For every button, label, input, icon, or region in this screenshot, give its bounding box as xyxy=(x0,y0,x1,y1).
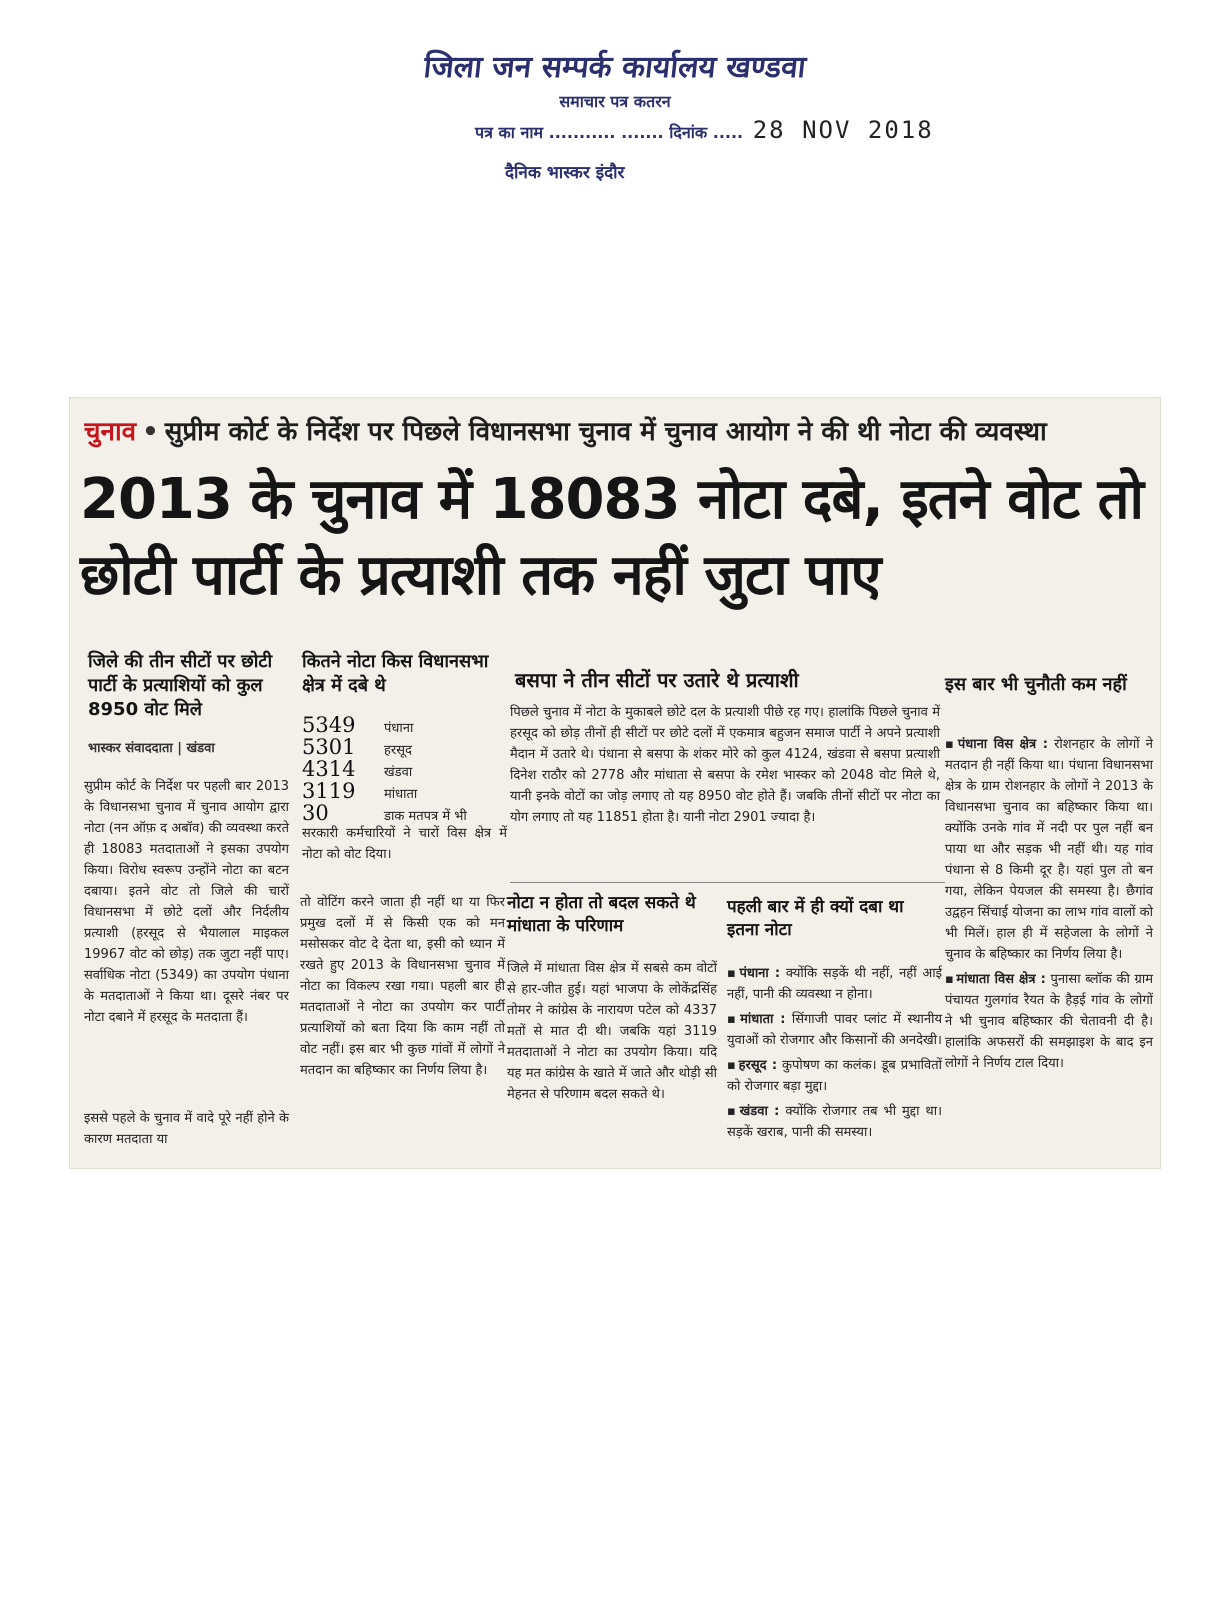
col4-bullets xyxy=(945,734,1153,1078)
col3-body: पिछले चुनाव में नोटा के मुकाबले छोटे दल के प्रत्याशी पीछे रह गए। हालांकि पिछले चुनाव में हरसूद को छोड़ तीनों ही सीटों पर छोटे दलों में एकमात्र बहुजन समाज पार्टी ने अपने प्रत्याशी मैदान में उतारे थे। पंधाना से बसपा के शंकर मोरे को कुल 4124, खंडवा से बसपा प्रत्याशी दिनेश राठौर को 2778 और मांधाता से बसपा के रमेश भास्कर को 2048 वोट मिले थे, यानी इनके वोटों का जोड़ लगाए तो यह 8950 वोट होते हैं। जबकि तीनों सीटों पर नोटा का योग लगाए तो यह 11851 होता है। यानी नोटा 2901 ज्यादा है। xyxy=(510,705,940,825)
kicker-bullet: • xyxy=(142,417,159,447)
kicker-line xyxy=(84,412,1154,448)
nota-value: 30 xyxy=(302,801,329,825)
col3b-heading: पहली बार में ही क्यों दबा था इतना नोटा xyxy=(727,897,904,940)
list-item: ▪ हरसूद : कुपोषण का कलंक। डूब प्रभावितों को रोजगार बड़ा मुद्दा। xyxy=(727,1058,943,1094)
col2-body: तो वोटिंग करने जाता ही नहीं था या फिर प्रमुख दलों में से किसी एक को मन मसोसकर वोट दे देता था, इसी को ध्यान में रखते हुए 2013 के विधानसभा चुनाव में नोटा का विकल्प रखा गया। पहली बार ही मतदाताओं ने नोटा का उपयोग कर पार्टी प्रत्याशियों को बता दिया कि काम नहीं तो वोट नहीं। इस बार भी कुछ गांवों में लोगों ने मतदान का बहिष्कार का निर्णय लिया है। xyxy=(300,895,505,1078)
nota-label: पंधाना xyxy=(384,721,414,736)
bullet-label: पंधाना : xyxy=(739,966,781,981)
list-item: ▪ पंधाना विस क्षेत्र : रोशनहार के लोगों ने मतदान ही नहीं किया था। पंधाना विधानसभा क्षेत्र के ग्राम रोशनहार के लोगों ने 2013 के विधानसभा चुनाव का बहिष्कार किया था। क्योंकि उनके गांव में नदी पर पुल नहीं बन पाया था और सड़क भी नहीं थी। यह गांव पंधाना से 8 किमी दूर है। यहां पुल तो बन गया, लेकिन पेयजल की समस्या है। छैगांव उद्वहन सिंचाई योजना का लाभ गांव वालों को भी मिलें। हाल ही में सहेजला के लोगों ने चुनाव के बहिष्कार का निर्णय लिया है। xyxy=(945,737,1153,962)
nota-value: 5301 xyxy=(302,735,356,759)
byline: भास्कर संवाददाता | खंडवा xyxy=(88,741,215,756)
nota-value: 5349 xyxy=(302,713,356,737)
list-item xyxy=(302,757,507,779)
bullet-text: रोशनहार के लोगों ने मतदान ही नहीं किया था। पंधाना विधानसभा क्षेत्र के ग्राम रोशनहार के लोगों ने 2013 के विधानसभा चुनाव का बहिष्कार किया था। क्योंकि उनके गांव में नदी पर पुल नहीं बन पाया था और सड़क भी नहीं थी। यह गांव पंधाना से 8 किमी दूर है। यहां पुल तो बन गया, लेकिन पेयजल की समस्या है। छैगांव उद्वहन सिंचाई योजना का लाभ गांव वालों को भी मिलें। हाल ही में सहेजला के लोगों ने चुनाव के बहिष्कार का निर्णय लिया है। xyxy=(945,737,1153,962)
col1-heading: जिले की तीन सीटों पर छोटी पार्टी के प्रत्याशियों को कुल 8950 वोट मिले xyxy=(88,651,273,720)
headline: 2013 के चुनाव में 18083 नोटा दबे, इतने वोट तो छोटी पार्टी के प्रत्याशी तक नहीं जुटा पाए xyxy=(80,467,1144,608)
nota-label: खंडवा xyxy=(384,765,413,780)
kicker-text: सुप्रीम कोर्ट के निर्देश पर पिछले विधानसभा चुनाव में चुनाव आयोग ने की थी नोटा की व्यवस्था xyxy=(164,417,1047,447)
col2-heading: कितने नोटा किस विधानसभा क्षेत्र में दबे थे xyxy=(302,651,489,696)
bullet-text: कुपोषण का कलंक। डूब प्रभावितों को रोजगार बड़ा मुद्दा। xyxy=(727,1058,943,1094)
list-item xyxy=(302,713,507,735)
nota-value: 4314 xyxy=(302,757,356,781)
list-item xyxy=(302,801,507,823)
bullet-text: क्योंकि सड़कें थी नहीं, नहीं आई नहीं, पानी की व्यवस्था न होना। xyxy=(727,966,942,1002)
nota-label: हरसूद xyxy=(384,743,412,758)
date-stamp: 28 NOV 2018 xyxy=(752,116,934,144)
col3b-bullets xyxy=(727,963,942,1147)
list-item xyxy=(302,779,507,801)
list-item: ▪ मांधाता विस क्षेत्र : पुनासा ब्लॉक की ग्राम पंचायत गुलगांव रैयत के हैड़ई गांव के लोगों ने भी चुनाव बहिष्कार की चेतावनी दी है। हालांकि अफसरों की समझाइश के बाद इन लोगों ने निर्णय टाल दिया। xyxy=(945,972,1154,1071)
paper-name-label: पत्र का नाम ........... ....... xyxy=(475,123,664,142)
bullet-label: मांधाता विस क्षेत्र : xyxy=(956,972,1046,987)
bullet-text: पुनासा ब्लॉक की ग्राम पंचायत गुलगांव रैयत के हैड़ई गांव के लोगों ने भी चुनाव बहिष्कार की चेतावनी दी है। हालांकि अफसरों की समझाइश के बाद इन लोगों ने निर्णय टाल दिया। xyxy=(945,972,1154,1071)
divider xyxy=(510,882,945,883)
list-item: ▪ खंडवा : क्योंकि रोजगार तब भी मुद्दा था। सड़कें खराब, पानी की समस्या। xyxy=(727,1104,942,1140)
col3-heading: बसपा ने तीन सीटों पर उतारे थे प्रत्याशी xyxy=(515,668,799,692)
bullet-text: क्योंकि रोजगार तब भी मुद्दा था। सड़कें खराब, पानी की समस्या। xyxy=(727,1104,942,1140)
bullet-label: हरसूद : xyxy=(738,1058,778,1073)
newspaper-clipping xyxy=(70,398,1160,1168)
office-title: जिला जन सम्पर्क कार्यालय खण्डवा xyxy=(422,50,808,85)
col4-heading: इस बार भी चुनौती कम नहीं xyxy=(945,674,1127,695)
paper-date-line xyxy=(475,116,934,144)
nota-value: 3119 xyxy=(302,779,356,803)
bullet-label: पंधाना विस क्षेत्र : xyxy=(957,737,1048,752)
col1-body-continued: इससे पहले के चुनाव में वादे पूरे नहीं होने के कारण मतदाता या xyxy=(84,1111,289,1147)
bullet-label: खंडवा : xyxy=(739,1104,780,1119)
bullet-text: सिंगाजी पावर प्लांट में स्थानीय युवाओं को रोजगार और किसानों की अनदेखी। xyxy=(727,1012,942,1048)
section-tag: चुनाव xyxy=(84,417,137,447)
newspaper-name: दैनिक भास्कर इंदौर xyxy=(505,163,625,183)
list-item: ▪ पंधाना : क्योंकि सड़कें थी नहीं, नहीं आई नहीं, पानी की व्यवस्था न होना। xyxy=(727,966,942,1002)
col1-body: सुप्रीम कोर्ट के निर्देश पर पहली बार 2013 के विधानसभा चुनाव में चुनाव आयोग द्वारा नोटा (नन ऑफ़ द अबॉव) की व्यवस्था करते ही 18083 मतदाताओं ने इसका उपयोग किया। विरोध स्वरूप उन्होंने नोटा का बटन दबाया। इतने वोट तो जिले की चारों विधानसभा में छोटे दलों और निर्दलीय प्रत्याशी (हरसूद से भैयालाल माइकल 19967 वोट को छोड़) तक जुटा नहीं पाए। सर्वाधिक नोटा (5349) का उपयोग पंधाना के मतदाताओं ने किया था। दूसरे नंबर पर नोटा दबाने में हरसूद के मतदाता हैं। xyxy=(84,779,289,1025)
col3a-heading: नोटा न होता तो बदल सकते थे मांधाता के परिणाम xyxy=(507,893,696,936)
nota-label: डाक मतपत्र में भी xyxy=(384,809,467,824)
date-label: दिनांक ..... xyxy=(669,123,744,142)
clipping-subtitle: समाचार पत्र कतरन xyxy=(559,92,671,111)
list-item: ▪ मांधाता : सिंगाजी पावर प्लांट में स्थानीय युवाओं को रोजगार और किसानों की अनदेखी। xyxy=(727,1012,942,1048)
col3a-body: जिले में मांधाता विस क्षेत्र में सबसे कम वोटों से हार-जीत हुई। यहां भाजपा के लोकेंद्रसिंह तोमर ने कांग्रेस के नारायण पटेल को 4337 मतों से मात दी थी। जबकि यहां 3119 मतदाताओं ने नोटा का उपयोग किया। यदि यह मत कांग्रेस के खाते में जाते और थोड़ी सी मेहनत से परिणाम बदल सकते थे। xyxy=(507,961,717,1102)
bullet-label: मांधाता : xyxy=(740,1012,786,1027)
nota-count-list xyxy=(302,713,507,865)
nota-note: सरकारी कर्मचारियों ने चारों विस क्षेत्र में नोटा को वोट दिया। xyxy=(302,826,507,862)
nota-label: मांधाता xyxy=(384,787,418,802)
list-item xyxy=(302,735,507,757)
